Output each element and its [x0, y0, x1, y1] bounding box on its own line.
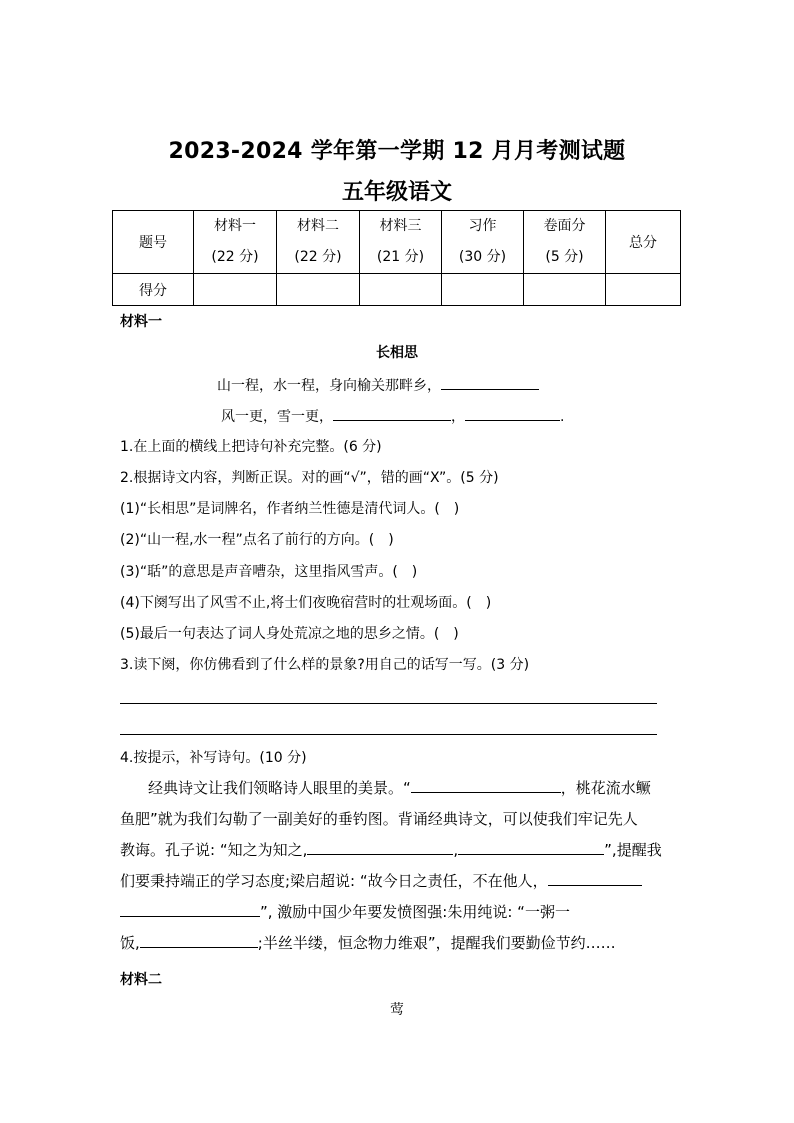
material1-heading: 材料一	[120, 314, 162, 330]
poem-line-2-text: 风一更，雪一更，	[221, 409, 333, 425]
q4-line: 教诲。孔子说: “知之为知之, , ”,提醒我	[120, 841, 662, 859]
answer-blank[interactable]	[120, 901, 260, 917]
answer-blank[interactable]	[441, 374, 539, 390]
q2-item: (1)“长相思”是词牌名，作者纳兰性德是清代词人。( )	[120, 501, 460, 517]
answer-blank[interactable]	[411, 777, 561, 793]
poem-line-2-comma: ，	[451, 409, 465, 425]
poem-line-2-end: .	[560, 409, 565, 425]
score-input-cell[interactable]	[194, 274, 277, 306]
score-row-label: 得分	[113, 274, 194, 306]
answer-line[interactable]	[120, 703, 657, 704]
table-header-cell: 材料三 (21 分)	[360, 211, 442, 274]
exam-subtitle: 五年级语文	[341, 180, 452, 205]
q4-line: 们要秉持端正的学习态度;梁启超说: “故今日之责任，不在他人，	[120, 866, 674, 897]
question-4: 4.按提示，补写诗句。(10 分)	[120, 750, 307, 766]
poem-line-2	[221, 405, 564, 427]
table-header-cell: 卷面分 (5 分)	[524, 211, 606, 274]
table-header-cell: 材料一 (22 分)	[194, 211, 277, 274]
score-table-score-row	[113, 274, 681, 306]
answer-blank[interactable]	[307, 839, 453, 855]
q4-line: 经典诗文让我们领略诗人眼里的美景。“ ，桃花流水鳜	[148, 779, 651, 797]
poem-line-1	[217, 374, 539, 396]
question-3: 3.读下阕，你仿佛看到了什么样的景象?用自己的话写一写。(3 分)	[120, 657, 530, 673]
table-header-cell: 习作 (30 分)	[442, 211, 524, 274]
score-input-cell[interactable]	[606, 274, 681, 306]
score-input-cell[interactable]	[442, 274, 524, 306]
q4-line: 饭, ;半丝半缕，恒念物力维艰”，提醒我们要勤俭节约……	[120, 934, 616, 952]
table-header-cell: 总分	[606, 211, 681, 274]
q2-item: (3)“聒”的意思是声音嘈杂，这里指风雪声。( )	[120, 564, 418, 580]
answer-blank[interactable]	[465, 405, 560, 421]
score-input-cell[interactable]	[360, 274, 442, 306]
score-input-cell[interactable]	[277, 274, 360, 306]
material2-poem-title: 莺	[390, 1002, 404, 1018]
answer-blank[interactable]	[140, 932, 258, 948]
answer-line[interactable]	[120, 734, 657, 735]
answer-blank[interactable]	[458, 839, 604, 855]
score-input-cell[interactable]	[524, 274, 606, 306]
question-1: 1.在上面的横线上把诗句补充完整。(6 分)	[120, 439, 382, 455]
poem-line-1-text: 山一程，水一程，身向榆关那畔乡，	[217, 378, 441, 394]
exam-title: 2023-2024 学年第一学期 12 月月考测试题	[168, 139, 626, 164]
question-2: 2.根据诗文内容，判断正误。对的画“√”，错的画“X”。(5 分)	[120, 470, 499, 486]
material2-heading: 材料二	[120, 972, 162, 988]
table-header-cell: 题号	[113, 211, 194, 274]
table-header-cell: 材料二 (22 分)	[277, 211, 360, 274]
q4-line: ”, 激励中国少年要发愤图强:朱用纯说: “一粥一	[120, 897, 674, 928]
q4-line: 鱼肥”就为我们勾勒了一副美好的垂钓图。背诵经典诗文，可以使我们牢记先人	[120, 810, 638, 828]
poem-title: 长相思	[376, 345, 418, 361]
answer-blank[interactable]	[333, 405, 451, 421]
q2-item: (2)“山一程,水一程”点名了前行的方向。( )	[120, 532, 394, 548]
score-table-header-row	[113, 211, 681, 274]
q4-paragraph	[120, 773, 674, 959]
answer-blank[interactable]	[548, 870, 642, 886]
score-table	[112, 210, 681, 306]
q2-item: (5)最后一句表达了词人身处荒凉之地的思乡之情。( )	[120, 626, 459, 642]
q2-item: (4)下阕写出了风雪不止,将士们夜晚宿营时的壮观场面。( )	[120, 595, 492, 611]
